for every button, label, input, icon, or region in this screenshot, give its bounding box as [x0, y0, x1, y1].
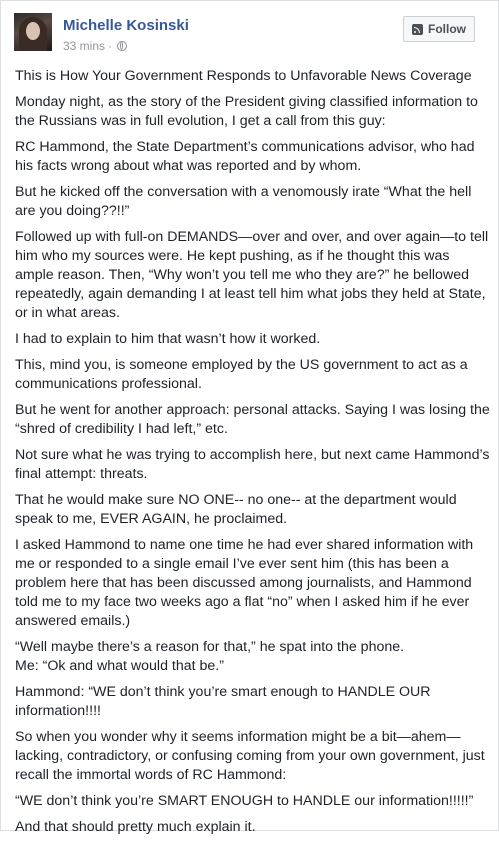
- post-paragraph: Hammond: “WE don’t think you’re smart enough to HANDLE OUR information!!!!: [15, 684, 431, 719]
- post-paragraph: And that should pretty much explain it.: [15, 819, 256, 835]
- post-paragraph: So when you wonder why it seems information might be a bit—ahem—lacking, contradictory, or confusing coming from your own government, just recall the immortal words of RC Hammond:: [15, 729, 485, 783]
- post-header: [1, 1, 498, 59]
- rss-icon: [412, 24, 423, 35]
- post-paragraph: But he kicked off the conversation with a venomously irate “What the hell are you doing??!!”: [15, 184, 472, 219]
- post-paragraph: “WE don’t think you’re SMART ENOUGH to HANDLE our information!!!!!”: [15, 793, 474, 809]
- post-paragraph: Monday night, as the story of the President giving classified information to the Russians was in full evolution, I get a call from this guy:: [15, 94, 478, 129]
- avatar[interactable]: [14, 13, 52, 51]
- post-paragraph: I asked Hammond to name one time he had ever shared information with me or responded to a single email I’ve ever sent him (this has been a problem here that has been discussed among journalists, and Hammond told me to my face two weeks ago a flat “no” when I asked him if he ever answered emails.): [15, 537, 474, 629]
- follow-label: Follow: [428, 22, 466, 36]
- globe-icon[interactable]: [117, 41, 127, 51]
- post-paragraph: Me: “Ok and what would that be.”: [15, 658, 224, 674]
- post-paragraph: “Well maybe there’s a reason for that,” he spat into the phone.: [15, 639, 405, 655]
- post-timestamp[interactable]: 33 mins: [63, 39, 106, 53]
- post-paragraph: RC Hammond, the State Department’s communications advisor, who had his facts wrong about what was reported and by whom.: [15, 139, 475, 174]
- follow-button[interactable]: [403, 16, 475, 42]
- author-name[interactable]: Michelle Kosinski: [63, 17, 189, 34]
- post-paragraph: That he would make sure NO ONE-- no one-- at the department would speak to me, EVER AGAIN, he proclaimed.: [15, 492, 457, 527]
- post-paragraph: Not sure what he was trying to accomplish here, but next came Hammond’s final attempt: threats.: [15, 447, 490, 482]
- meta-separator: ·: [108, 39, 113, 53]
- avatar-face: [26, 22, 40, 40]
- post-paragraph: But he went for another approach: personal attacks. Saying I was losing the “shred of credibility I had left,” etc.: [15, 402, 490, 437]
- post-body: [15, 67, 492, 844]
- post-paragraph: Followed up with full-on DEMANDS—over and over, and over again—to tell him who my sources were. He kept pushing, as if he thought this was ample reason. Then, “Why won’t you tell me who they are?” he bellowed repeatedly, again demanding I at least tell him what jobs they held at State, or in what areas.: [15, 229, 489, 321]
- post-paragraph: This is How Your Government Responds to Unfavorable News Coverage: [15, 68, 472, 84]
- post-paragraph: I had to explain to him that wasn’t how it worked.: [15, 331, 321, 347]
- post-paragraph: This, mind you, is someone employed by the US government to act as a communications professional.: [15, 357, 468, 392]
- post-meta: [63, 39, 127, 53]
